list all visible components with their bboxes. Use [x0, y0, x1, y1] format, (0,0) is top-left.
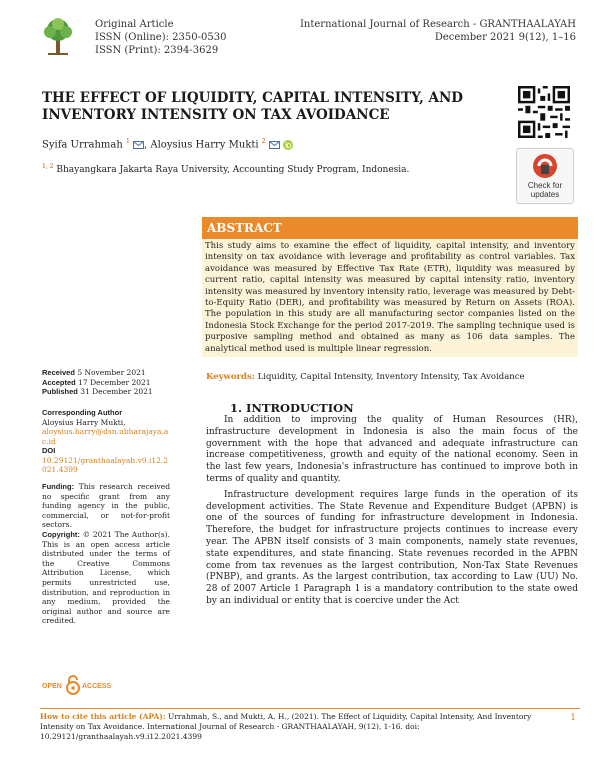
- doi-link[interactable]: 10.29121/granthaalayah.v9.i12.2021.4399: [42, 455, 169, 475]
- citation-footer: [40, 712, 540, 742]
- email-icon[interactable]: [133, 141, 144, 149]
- check-updates-line2: updates: [530, 190, 560, 199]
- corresponding-author: Corresponding Author Aloysius Harry Mukti, aloysius.harry@dsn.ubharajaya.ac.id: [42, 408, 169, 446]
- author-name[interactable]: Syifa Urrahmah: [42, 139, 123, 151]
- copyright-statement: Copyright: © 2021 The Author(s). This is an open access article distributed under the terms of the Creative Commons Attribution License, which permits unrestricted use, distribution, and reproduction in any medium, provided the original author and source are credited.: [42, 530, 170, 626]
- crossmark-icon: [532, 153, 558, 179]
- qr-code-icon[interactable]: [518, 86, 570, 138]
- open-access-badge: OPEN ACCESS: [42, 675, 122, 697]
- doi-block: DOI 10.29121/granthaalayah.v9.i12.2021.4399: [42, 446, 169, 475]
- check-for-updates-badge[interactable]: [516, 148, 574, 204]
- citation-label: How to cite this article (APA):: [40, 712, 166, 721]
- check-updates-line1: Check for: [527, 181, 563, 190]
- keywords: [206, 372, 525, 382]
- footer-divider: [40, 708, 580, 709]
- author-list: Syifa Urrahmah $^1$ , Aloysius Harry Mukti $^2$: [42, 138, 293, 150]
- funding-statement: Funding: This research received no specific grant from any funding agency in the public, commercial, or not-for-profit sectors.: [42, 482, 170, 530]
- abstract-text: This study aims to examine the effect of liquidity, capital intensity, and inventory intensity on tax avoidance with leverage and profitability as control variables. Tax avoidance was measured by Effective Tax Rate (ETR), liquidity was measured by current ratio, capital intensity was measured by capital intensity ratio, inventory intensity was measured by inventory intensity ratio, leverage was measured by Debt-to-Equity Ratio (DER), and profitability was measured by Return on Assets (ROA). The population in this study are all manufacturing sector companies listed on the Indonesia Stock Exchange for the period 2017-2019. The sampling technique used is purposive sampling method and obtained as many as 106 data samples. The analytical method used is multiple linear regression.: [205, 241, 575, 354]
- corresponding-email-link[interactable]: aloysius.harry@dsn.ubharajaya.ac.id: [42, 427, 169, 446]
- orcid-icon[interactable]: [283, 140, 293, 150]
- abstract-header: [202, 217, 578, 239]
- journal-issue: December 2021 9(12), 1–16: [434, 32, 576, 43]
- keywords-text: Liquidity, Capital Intensity, Inventory Intensity, Tax Avoidance: [257, 372, 525, 382]
- author-name[interactable]: Aloysius Harry Mukti: [150, 139, 259, 151]
- open-access-lock-icon: [66, 675, 80, 695]
- issn-print: ISSN (Print): 2394-3629: [95, 45, 219, 56]
- article-dates: Received 5 November 2021 Accepted 17 December 2021 Published 31 December 2021: [42, 368, 153, 397]
- journal-issn-block: [95, 18, 226, 57]
- paragraph: In addition to improving the quality of Human Resources (HR), infrastructure development in Indonesia is also the main focus of the government with the hope that advanced and adequate infrastructure can increase competitiveness, growth and equity of the national economy. Seen in the last few years, Indonesia's infrastructure has continued to improve both in terms of quality and quantity.: [206, 415, 578, 484]
- keywords-label: Keywords:: [206, 372, 255, 382]
- issn-online: ISSN (Online): 2350-0530: [95, 32, 227, 43]
- abstract-box: [202, 239, 578, 357]
- journal-info-block: [300, 18, 576, 44]
- author-affiliation: $^{1, 2}$ Bhayangkara Jakarta Raya University, Accounting Study Program, Indonesia.: [42, 163, 410, 175]
- paragraph: Infrastructure development requires large funds in the operation of its development activities. The State Revenue and Expenditure Budget (APBN) is one of the sources of funding for infrastructure development in Indonesia. Therefore, the budget for infrastructure projects continues to increase every year. The APBN itself consists of 3 main components, namely state revenues, state expenditures, and state financing. State revenues recorded in the APBN come from tax revenues as the largest contribution, Non-Tax State Revenues (PNBP), and grants. As the largest contribution, tax according to Law (UU) No. 28 of 2007 Article 1 Paragraph 1 is a mandatory contribution to the state owed by an individual or entity that is coercive under the Act: [206, 489, 578, 606]
- email-icon[interactable]: [269, 141, 280, 149]
- section-heading: 1. INTRODUCTION: [230, 401, 354, 415]
- abstract-heading: ABSTRACT: [207, 221, 282, 235]
- page-number: 1: [570, 713, 576, 723]
- article-title: THE EFFECT OF LIQUIDITY, CAPITAL INTENSITY, AND INVENTORY INTENSITY ON TAX AVOIDANCE: [42, 90, 464, 123]
- journal-logo-tree-icon: [40, 16, 76, 56]
- introduction-body: [206, 415, 578, 608]
- citation-text: Urrahmah, S., and Mukti, A. H., (2021). The Effect of Liquidity, Capital Intensity, And Inventory Intensity on Tax Avoidance. International Journal of Research - GRANTHAALAYAH, 9(12), 1-16. doi: 10.29121/granthaalayah.v9.i12.2021.4399: [40, 712, 532, 741]
- article-type: Original Article: [95, 19, 174, 30]
- journal-name: International Journal of Research - GRANTHAALAYAH: [299, 19, 576, 30]
